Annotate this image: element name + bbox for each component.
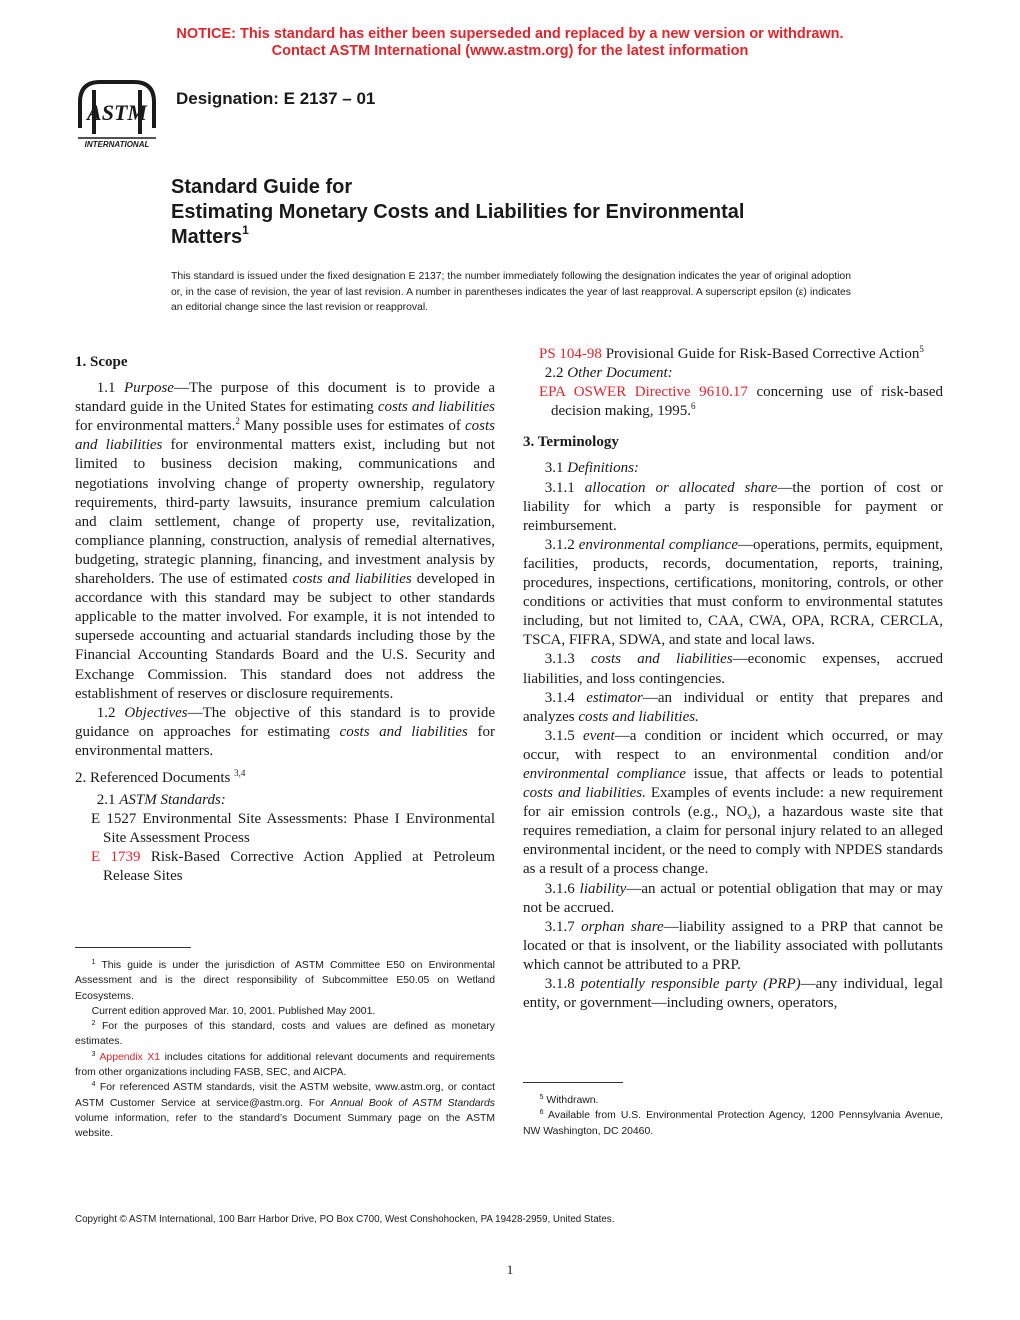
link-e1739[interactable]: E 1739 — [91, 849, 141, 866]
page-number: 1 — [506, 1262, 514, 1277]
section-heading-scope: 1. Scope — [75, 354, 128, 370]
footnote-1-approval: Current edition approved Mar. 10, 2001. Published May 2001. — [91, 1005, 376, 1017]
paragraph-1-2: 1.2 Objectives—The objective of this standard is to provide guidance on approaches for estimating costs and liabilities for environmental matters. — [75, 704, 496, 759]
footnote-4: $^4$ For referenced ASTM standards, visit the ASTM website, www.astm.org, or contact ASTM Customer Service at service@astm.org. For Annual Book of ASTM Standards volume information, refer to the standard’s Document Summary page on the ASTM website. — [75, 1081, 495, 1140]
logo-subtext: INTERNATIONAL — [84, 140, 150, 149]
notice-line-2: Contact ASTM International (www.astm.org) for the latest information — [271, 43, 749, 59]
definition-3-1-7: 3.1.7 orphan share—liability assigned to a PRP that cannot be located or that is insolvent, or the liability associated with pollutants which cannot be attributed to a PRP. — [523, 918, 943, 973]
document-title — [171, 175, 951, 250]
title-line-3: Matters$^1$ — [171, 223, 249, 248]
reference-ps104: PS 104-98 Provisional Guide for Risk-Based Corrective Action$^5$ — [539, 344, 924, 362]
footnote-rule-right — [523, 1082, 623, 1083]
footnote-3: $^3$ Appendix X1 includes citations for additional relevant documents and requirements from other organizations including FASB, SEC, and AICPA. — [75, 1050, 495, 1079]
title-footnote-mark: 1 — [242, 223, 249, 237]
designation: Designation: E 2137 – 01 — [176, 89, 376, 108]
paragraph-2-2: 2.2 Other Document: — [544, 365, 673, 382]
definition-3-1-1: 3.1.1 allocation or allocated share—the portion of cost or liability for which a party is responsible for payment or reimbursement. — [523, 479, 944, 534]
definition-3-1-4: 3.1.4 estimator—an individual or entity that prepares and analyzes costs and liabilities. — [523, 689, 944, 725]
link-appendix-x1[interactable]: Appendix X1 — [99, 1051, 161, 1063]
left-column — [75, 345, 495, 887]
right-column — [523, 345, 943, 1013]
link-ps104-98[interactable]: PS 104-98 — [539, 346, 602, 362]
paragraph-1-1: 1.1 Purpose—The purpose of this document is to provide a standard guide in the United States for estimating costs and liabilities for environmental matters.$^2$ Many possible uses for estimates of costs and liabilities for environmental matters exist, including but not limited to business decision making, communications and negotiations involving change of property ownership, regulatory requirements, third-party lawsuits, insurance premium calculation and claim settlement, change of property use, revitalization, compliance planning, construction, analysis of remedial alternatives, budgeting, strategic planning, financing, and investment analysis by shareholders. The use of estimated costs and liabilities developed in accordance with this standard may be subject to other standards applicable to the matter involved. For example, it is not intended to supersede accounting and actuarial standards including those by the Financial Accounting Standards Board and the U.S. Security and Exchange Commission. This standard does not address the establishment of reserves or disclosure requirements. — [75, 380, 495, 702]
link-epa-oswer-directive[interactable]: EPA OSWER Directive 9610.17 — [539, 384, 748, 401]
section-heading-terminology: 3. Terminology — [523, 434, 619, 451]
definition-3-1-5: 3.1.5 event—a condition or incident which occurred, or may occur, with respect to an environmental condition and/or environmental compliance issue, that affects or leads to potential costs and liabilities. Examples of events include: a new requirement for air emission controls (e.g., $NO_x$), a hazardous waste site that requires remediation, a claim for personal injury related to an alleged environmental incident, or the need to comply with NPDES standards as a result of a process change. — [523, 727, 944, 878]
title-line-1: Standard Guide for — [171, 176, 353, 198]
issue-note: This standard is issued under the fixed designation E 2137; the number immediately following the designation indicates the year of original adoption or, in the case of revision, the year of last revision. A number in parentheses indicates the year of last reapproval. A superscript epsilon (ε) indicates an editorial change since the last revision or reapproval. — [171, 271, 851, 313]
section-heading-referenced-documents: 2. Referenced Documents $^{3,4}$ — [75, 767, 246, 786]
footnote-6: $^6$ Available from U.S. Environmental Protection Agency, 1200 Pennsylvania Avenue, NW Washington, DC 20460. — [523, 1109, 943, 1137]
reference-epa-oswer: EPA OSWER Directive 9610.17 concerning use of risk-based decision making, 1995.$^6$ — [539, 384, 943, 420]
definition-3-1-8: 3.1.8 potentially responsible party (PRP)—any individual, legal entity, or government—including owners, operators, — [523, 976, 944, 1012]
footnote-rule-left — [75, 947, 191, 948]
title-line-2: Estimating Monetary Costs and Liabilities for Environmental — [171, 201, 745, 223]
definition-3-1-2: 3.1.2 environmental compliance—operations, permits, equipment, facilities, products, records, documentation, reports, training, procedures, inspections, certifications, monitoring, controls, or other conditions or activities that must conform to environmental statutes including, but not limited to, CAA, CWA, OPA, RCRA, CERCLA, TSCA, FIFRA, SDWA, and state and local laws. — [523, 536, 944, 649]
footnote-1: $^1$ This guide is under the jurisdiction of ASTM Committee E50 on Environmental Assessment and is the direct responsibility of Subcommittee E50.05 on Wetland Ecosystems. — [75, 959, 495, 1002]
paragraph-2-1: 2.1 ASTM Standards: — [96, 792, 226, 809]
astm-logo — [72, 76, 162, 150]
paragraph-3-1: 3.1 Definitions: — [544, 460, 639, 477]
reference-e1739: E 1739 Risk-Based Corrective Action Applied at Petroleum Release Sites — [91, 849, 495, 885]
copyright: Copyright © ASTM International, 100 Barr Harbor Drive, PO Box C700, West Conshohocken, PA 19428-2959, United States. — [75, 1214, 615, 1225]
footnote-2: $^2$ For the purposes of this standard, costs and values are defined as monetary estimates. — [75, 1020, 495, 1048]
notice-line-1: NOTICE: This standard has either been superseded and replaced by a new version or withdrawn. — [176, 26, 844, 42]
definition-3-1-6: 3.1.6 liability—an actual or potential obligation that may or may not be accrued. — [523, 880, 943, 916]
supersession-notice — [0, 26, 1020, 60]
footnotes-right — [523, 1093, 943, 1139]
footnotes-left — [75, 958, 495, 1142]
footnote-5: $^5$ Withdrawn. — [539, 1094, 599, 1106]
logo-text: ASTM — [87, 100, 147, 125]
reference-e1527: E 1527 Environmental Site Assessments: Phase I Environmental Site Assessment Process — [91, 811, 495, 847]
definition-3-1-3: 3.1.3 costs and liabilities—economic expenses, accrued liabilities, and loss contingencies. — [523, 651, 943, 687]
